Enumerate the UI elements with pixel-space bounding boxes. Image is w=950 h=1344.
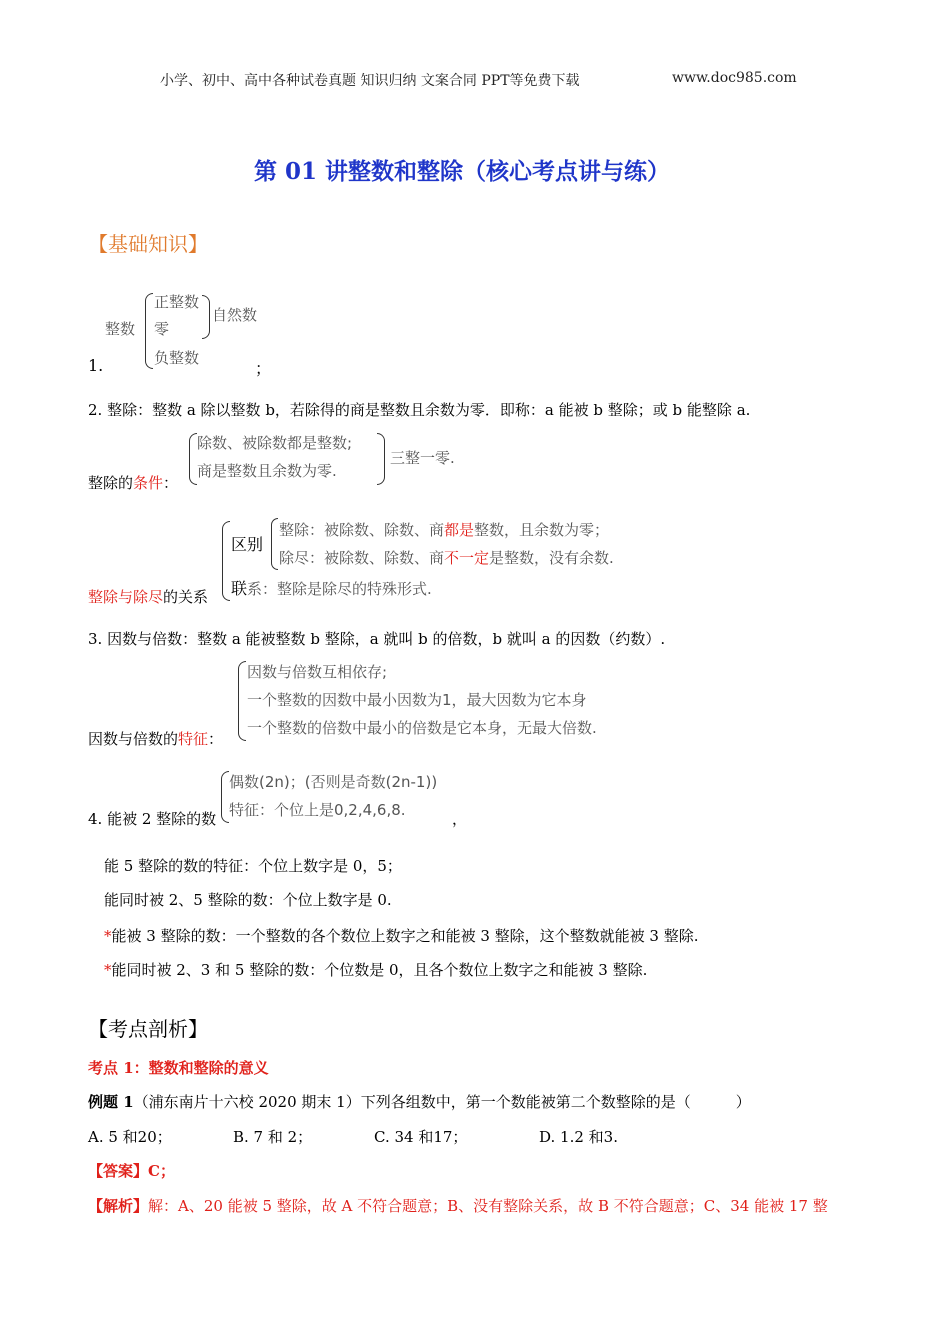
option-b: B. 7 和 2；	[233, 1128, 313, 1146]
condition-label: 整除的条件：	[88, 474, 179, 492]
difference-1: 整除：被除数、除数、商都是整数，且余数为零；	[279, 521, 610, 539]
example1-question: 例题 1（浦东南片十六校 2020 期末 1）下列各组数中，第一个数能被第二个数整除的是（ ）	[88, 1093, 751, 1111]
item1-tail: ；	[255, 359, 272, 378]
div5-line: 能 5 整除的数的特征：个位上数字是 0，5；	[104, 857, 402, 875]
condition-summary: 三整一零.	[390, 449, 455, 467]
basics-heading: 【基础知识】	[88, 232, 208, 256]
item1-number: 1.	[88, 356, 104, 375]
option-d: D. 1.2 和3.	[539, 1128, 618, 1146]
relation-label: 整除与除尽的关系	[88, 588, 209, 606]
item4-tail: ，	[452, 810, 468, 828]
div2-brace	[221, 771, 229, 823]
zero: 零	[154, 320, 170, 338]
item4-label: 4. 能被 2 整除的数	[88, 810, 217, 828]
negative-integer: 负整数	[154, 349, 200, 367]
explanation: 【解析】解：A、20 能被 5 整除，故 A 不符合题意；B、没有整除关系，故 B 不符合题意；C、34 能被 17 整	[88, 1197, 828, 1215]
condition-brace	[189, 433, 197, 485]
header-url[interactable]: www.doc985.com	[672, 70, 797, 86]
feature-3: 一个整数的倍数中最小的倍数是它本身，无最大倍数.	[247, 719, 597, 737]
condition-summary-brace	[377, 433, 385, 485]
answer: 【答案】C；	[88, 1162, 175, 1180]
page-title: 第 01 讲整数和整除（核心考点讲与练）	[254, 158, 671, 185]
difference-label: 区别	[231, 535, 264, 554]
link-line: 联系：整除是除尽的特殊形式.	[231, 579, 432, 598]
integer-root: 整数	[105, 320, 136, 338]
positive-integer: 正整数	[154, 293, 200, 311]
feature-brace	[238, 661, 246, 741]
feature-2: 一个整数的因数中最小因数为1，最大因数为它本身	[247, 691, 587, 709]
difference-brace	[271, 518, 278, 570]
header-left: 小学、初中、高中各种试卷真题 知识归纳 文案合同 PPT等免费下载	[160, 73, 580, 89]
condition-2: 商是整数且余数为零.	[197, 462, 337, 480]
integer-brace	[145, 293, 153, 369]
item2-definition: 2. 整除：整数 a 除以整数 b，若除得的商是整数且余数为零．即称：a 能被 b 整除；或 b 能整除 a.	[88, 401, 751, 419]
natural-number: 自然数	[212, 306, 258, 324]
option-a: A. 5 和20；	[88, 1128, 172, 1146]
condition-1: 除数、被除数都是整数;	[197, 434, 353, 452]
div2-feature: 特征：个位上是0,2,4,6,8.	[229, 801, 406, 819]
div2-even: 偶数(2n)；(否则是奇数(2n-1))	[229, 773, 438, 791]
div3-line: *能被 3 整除的数：一个整数的各个数位上数字之和能被 3 整除，这个整数就能被 3 整除.	[104, 927, 699, 945]
relation-brace	[222, 521, 230, 601]
feature-1: 因数与倍数互相依存;	[247, 663, 388, 681]
div2-3-5-line: *能同时被 2、3 和 5 整除的数：个位数是 0，且各个数位上数字之和能被 3 整除.	[104, 961, 648, 979]
option-c: C. 34 和17；	[374, 1128, 468, 1146]
analysis-heading: 【考点剖析】	[88, 1017, 208, 1041]
item3-definition: 3. 因数与倍数：整数 a 能被整数 b 整除，a 就叫 b 的倍数，b 就叫 a 的因数（约数）.	[88, 630, 666, 648]
difference-2: 除尽：被除数、除数、商不一定是整数，没有余数.	[279, 549, 614, 567]
feature-label: 因数与倍数的特征：	[88, 730, 224, 748]
point1-heading: 考点 1：整数和整除的意义	[88, 1059, 269, 1077]
natural-brace	[202, 295, 210, 339]
div2-5-line: 能同时被 2、5 整除的数：个位上数字是 0.	[104, 891, 392, 909]
